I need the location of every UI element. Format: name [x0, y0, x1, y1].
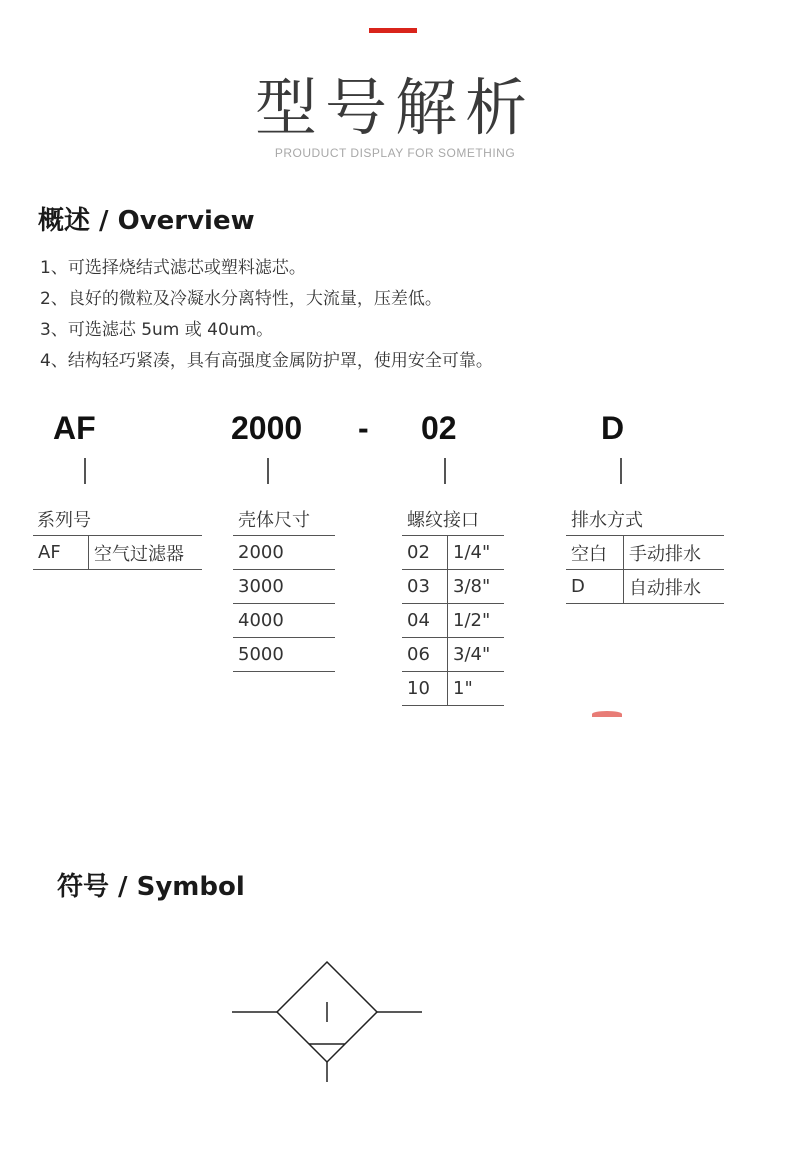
- code-dash: -: [358, 410, 369, 446]
- body-size-table: [233, 535, 335, 672]
- table-row: [402, 536, 504, 570]
- size-value: 4000: [233, 604, 335, 638]
- code-series: AF: [53, 410, 96, 446]
- table-row: [402, 638, 504, 672]
- overview-item: 2、良好的微粒及冷凝水分离特性，大流量，压差低。: [40, 289, 442, 309]
- table-row: [233, 570, 335, 604]
- connector-line: [444, 458, 446, 484]
- thread-size: 1": [448, 672, 505, 706]
- thread-size: 3/4": [448, 638, 505, 672]
- accent-bar: [369, 28, 417, 33]
- drain-desc: 手动排水: [624, 536, 725, 570]
- table-row: [233, 638, 335, 672]
- size-value: 2000: [233, 536, 335, 570]
- page-title: 型号解析: [254, 71, 535, 144]
- table-row: [233, 604, 335, 638]
- table-row: [402, 604, 504, 638]
- connector-line: [267, 458, 269, 484]
- drain-title: 排水方式: [571, 510, 643, 531]
- thread-table: [402, 535, 504, 706]
- table-row: [566, 570, 724, 604]
- series-table: [33, 535, 202, 570]
- code-thread: 02: [421, 410, 457, 446]
- thread-code: 02: [402, 536, 448, 570]
- thread-size: 1/2": [448, 604, 505, 638]
- thread-title: 螺纹接口: [407, 510, 479, 531]
- table-row: [233, 536, 335, 570]
- series-title: 系列号: [37, 510, 91, 531]
- thread-size: 1/4": [448, 536, 505, 570]
- drain-code: 空白: [566, 536, 624, 570]
- body-size-title: 壳体尺寸: [238, 510, 310, 531]
- overview-item: 3、可选滤芯 5um 或 40um。: [40, 320, 274, 340]
- symbol-title: 符号 / Symbol: [57, 872, 245, 902]
- overview-list: [40, 253, 493, 377]
- connector-line: [84, 458, 86, 484]
- thread-code: 03: [402, 570, 448, 604]
- drain-table: [566, 535, 724, 604]
- table-row: [402, 570, 504, 604]
- overview-title: 概述 / Overview: [38, 206, 255, 236]
- table-row: [402, 672, 504, 706]
- series-desc: 空气过滤器: [89, 536, 203, 570]
- overview-item: 1、可选择烧结式滤芯或塑料滤芯。: [40, 258, 306, 278]
- size-value: 5000: [233, 638, 335, 672]
- size-value: 3000: [233, 570, 335, 604]
- connector-line: [620, 458, 622, 484]
- overview-item: 4、结构轻巧紧凑，具有高强度金属防护罩，使用安全可靠。: [40, 351, 493, 371]
- page-subtitle: PROUDUCT DISPLAY FOR SOMETHING: [274, 146, 516, 160]
- thread-code: 06: [402, 638, 448, 672]
- drain-desc: 自动排水: [624, 570, 725, 604]
- thread-code: 04: [402, 604, 448, 638]
- table-row: [566, 536, 724, 570]
- drain-code: D: [566, 570, 624, 604]
- decorative-mark: [592, 711, 622, 717]
- thread-code: 10: [402, 672, 448, 706]
- table-row: [33, 536, 202, 570]
- series-code: AF: [33, 536, 89, 570]
- code-drain: D: [601, 410, 625, 446]
- thread-size: 3/8": [448, 570, 505, 604]
- air-filter-symbol-icon: [228, 958, 428, 1088]
- code-size: 2000: [231, 410, 303, 446]
